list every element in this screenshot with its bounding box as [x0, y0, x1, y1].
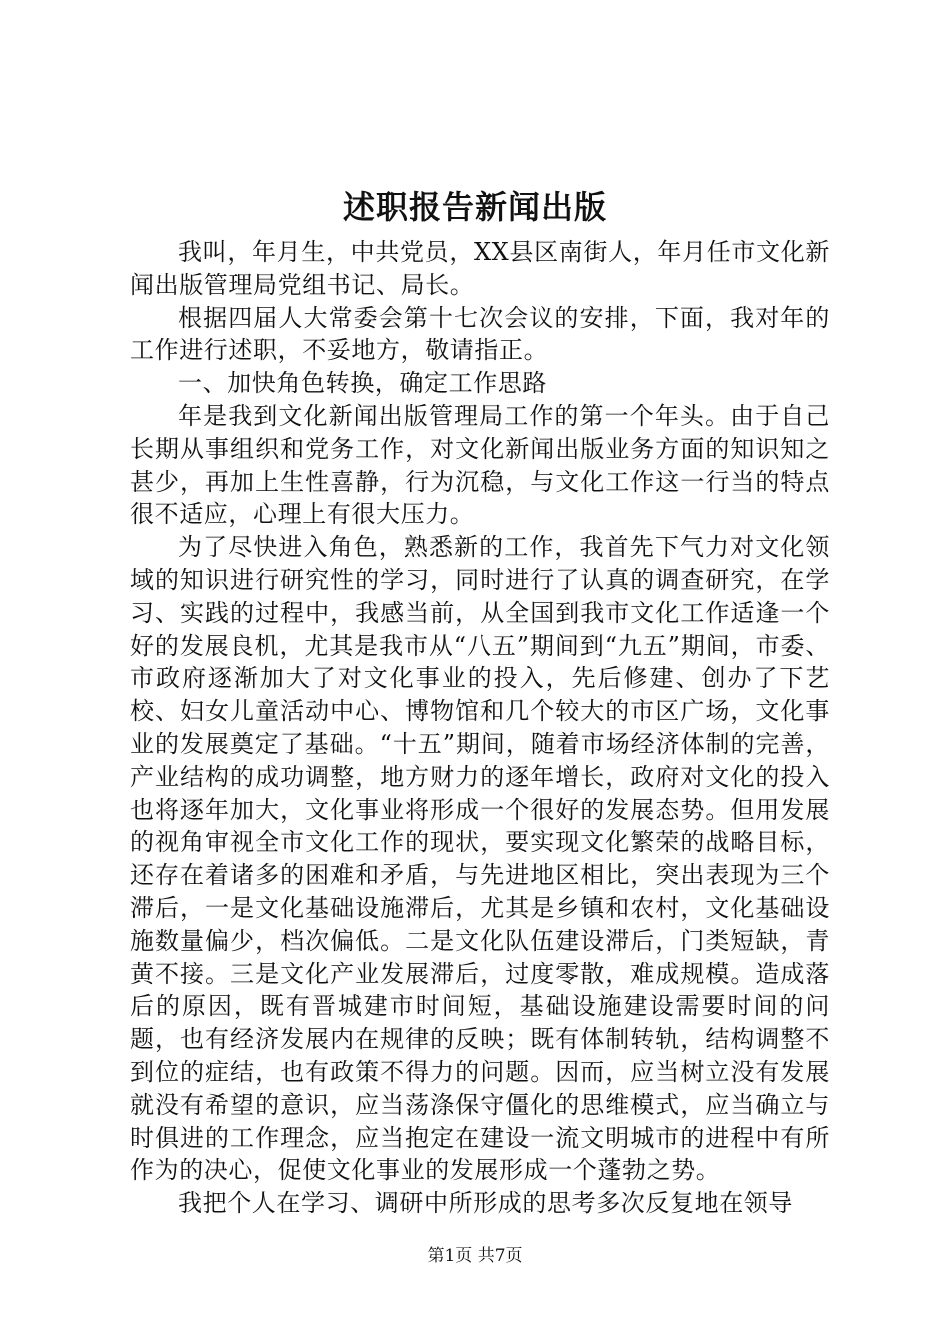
page-footer: 第1页 共7页	[427, 1246, 523, 1266]
section-heading-1: 一、加快角色转换，确定工作思路	[178, 369, 547, 398]
document-body	[130, 236, 830, 1220]
paragraph-first-year: 年是我到文化新闻出版管理局工作的第一个年头。由于自己长期从事组织和党务工作，对文化新闻出版业务方面的知识知之甚少，再加上生性喜静，行为沉稳，与文化工作这一行当的特点很不适应，心理上有很大压力。	[130, 401, 830, 529]
paragraph-reflection: 我把个人在学习、调研中所形成的思考多次反复地在领导	[178, 1189, 793, 1218]
paragraph-arrangement: 根据四届人大常委会第十七次会议的安排，下面，我对年的工作进行述职，不妥地方，敬请指正。	[130, 303, 830, 365]
paragraph-intro: 我叫，年月生，中共党员，XX县区南街人，年月任市文化新闻出版管理局党组书记、局长。	[130, 238, 830, 299]
paragraph-role-transition: 为了尽快进入角色，熟悉新的工作，我首先下气力对文化领域的知识进行研究性的学习，同时进行了认真的调查研究，在学习、实践的过程中，我感当前，从全国到我市文化工作适逢一个好的发展良机，尤其是我市从“八五”期间到“九五”期间，市委、市政府逐渐加大了对文化事业的投入，先后修建、创办了下艺校、妇女儿童活动中心、博物馆和几个较大的市区广场，文化事业的发展奠定了基础。“十五”期间，随着市场经济体制的完善，产业结构的成功调整，地方财力的逐年增长，政府对文化的投入也将逐年加大，文化事业将形成一个很好的发展态势。但用发展的视角审视全市文化工作的现状，要实现文化繁荣的战略目标，还存在着诸多的困难和矛盾，与先进地区相比，突出表现为三个滞后，一是文化基础设施滞后，尤其是乡镇和农村，文化基础设施数量偏少，档次偏低。二是文化队伍建设滞后，门类短缺，青黄不接。三是文化产业发展滞后，过度零散，难成规模。造成落后的原因，既有晋城建市时间短，基础设施建设需要时间的问题，也有经济发展内在规律的反映；既有体制转轨，结构调整不到位的症结，也有政策不得力的问题。因而，应当树立没有发展就没有希望的意识，应当荡涤保守僵化的思维模式，应当确立与时俱进的工作理念，应当抱定在建设一流文明城市的进程中有所作为的决心，促使文化事业的发展形成一个蓬勃之势。	[130, 533, 830, 1185]
document-title: 述职报告新闻出版	[342, 188, 607, 226]
